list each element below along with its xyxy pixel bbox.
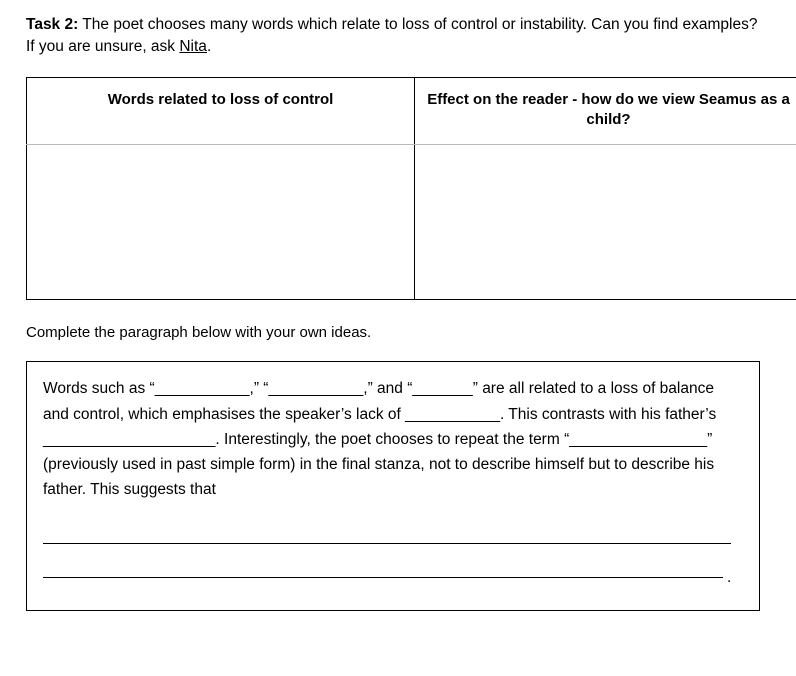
- task-intro: [26, 14, 768, 59]
- table-row: [27, 145, 796, 300]
- task-name-reference: Nita: [179, 38, 207, 56]
- blank-line-2[interactable]: [43, 552, 743, 586]
- paragraph-instruction: Complete the paragraph below with your own ideas.: [26, 324, 372, 342]
- blank-line-2-rule: [43, 577, 723, 578]
- answer-table-head: [27, 77, 796, 145]
- task-text-end: .: [206, 38, 212, 56]
- table-cell-effect-answer[interactable]: [415, 145, 796, 300]
- task-label: Task 2:: [26, 16, 79, 33]
- paragraph-cloze-text: Words such as “___________,” “___________,” and “_______” are all related to a loss of balance and control, which emphasises the speaker’s lack of ___________. This contrasts with his father’s ____________________. Interestingly, the poet chooses to repeat the term “________________” (previously used in past simple form) in the final stanza, not to describe himself but to describe his father. This suggests that: [43, 380, 717, 498]
- answer-table-wrapper: [26, 77, 790, 301]
- table-header-words: Words related to loss of control: [27, 77, 415, 145]
- final-period: .: [727, 569, 732, 587]
- paragraph-blank-lines: [43, 518, 743, 586]
- table-header-row: [27, 77, 796, 145]
- answer-table: [26, 77, 796, 301]
- table-cell-words-answer[interactable]: [27, 145, 415, 300]
- task-text: The poet chooses many words which relate to loss of control or instability. Can you find examples? If you are unsure, ask: [26, 16, 758, 56]
- table-header-effect: Effect on the reader - how do we view Seamus as a child?: [415, 77, 796, 145]
- blank-line-1[interactable]: [43, 518, 743, 552]
- paragraph-answer-box[interactable]: [26, 361, 760, 611]
- answer-table-body: [27, 145, 796, 300]
- blank-line-1-rule: [43, 543, 731, 544]
